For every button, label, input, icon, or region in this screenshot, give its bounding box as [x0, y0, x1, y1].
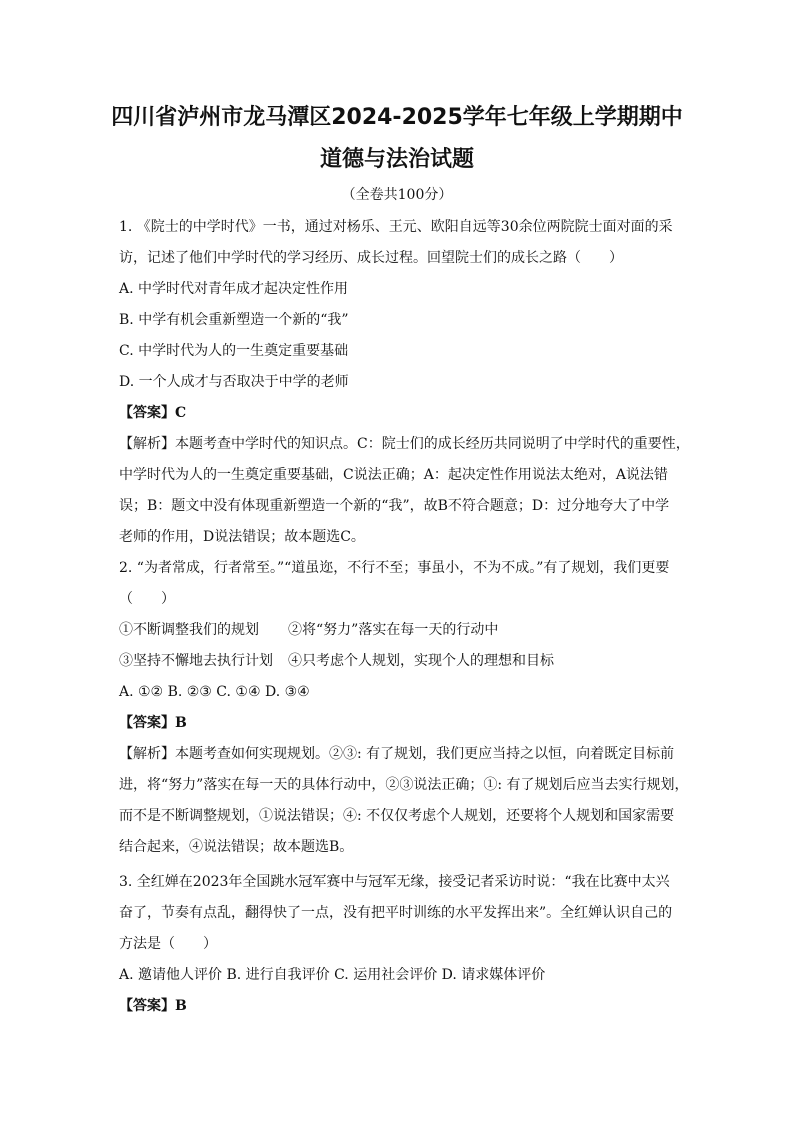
q1-option-a: A. 中学时代对青年成才起决定性作用: [119, 281, 349, 297]
q2-analysis-line2: 进，将“努力”落实在每一天的具体行动中，②③说法正确；①: 有了规划后应当去实行规划，: [119, 777, 689, 793]
q1-stem-line1: 1. 《院士的中学时代》一书，通过对杨乐、王元、欧阳自远等30余位两院院士面对面的采: [119, 219, 673, 235]
q2-item-3: ③坚持不懈地去执行计划: [119, 653, 273, 669]
q1-option-c: C. 中学时代为人的一生奠定重要基础: [119, 343, 349, 359]
q2-stem-line1: 2. “为者常成，行者常至。”“道虽迩，不行不至；事虽小，不为不成。”有了规划，我们更要: [119, 560, 670, 576]
q1-analysis-line2: 中学时代为人的一生奠定重要基础，C说法正确；A：起决定性作用说法太绝对，A说法错: [119, 467, 668, 483]
q3-stem-line3: 方法是（ ）: [119, 936, 217, 952]
q2-answer: 【答案】B: [119, 715, 187, 731]
q3-options: A. 邀请他人评价 B. 进行自我评价 C. 运用社会评价 D. 请求媒体评价: [119, 967, 546, 983]
q3-stem-line1: 3. 全红婵在2023年全国跳水冠军赛中与冠军无缘，接受记者采访时说：“我在比赛中太兴: [119, 874, 670, 890]
q3-stem-line2: 奋了，节奏有点乱，翻得快了一点，没有把平时训练的水平发挥出来”。全红婵认识自己的: [119, 905, 673, 921]
q1-stem-line2: 访，记述了他们中学时代的学习经历、成长过程。回望院士们的成长之路（ ）: [119, 250, 623, 266]
q2-item-1: ①不断调整我们的规划: [119, 622, 259, 638]
q1-option-d: D. 一个人成才与否取决于中学的老师: [119, 374, 349, 390]
q1-answer: 【答案】C: [119, 405, 187, 421]
q2-analysis-line4: 结合起来，④说法错误；故本题选B。: [119, 839, 354, 855]
q2-stem-line2: （ ）: [119, 591, 175, 607]
q2-analysis-line1: 【解析】本题考查如何实现规划。②③: 有了规划，我们更应当持之以恒，向着既定目标前: [119, 746, 675, 762]
q2-item-4: ④只考虑个人规划，实现个人的理想和目标: [288, 653, 554, 669]
q2-options: A. ①② B. ②③ C. ①④ D. ③④: [119, 684, 310, 700]
q1-option-b: B. 中学有机会重新塑造一个新的“我”: [119, 312, 349, 328]
q1-analysis-line3: 误；B：题文中没有体现重新塑造一个新的“我”，故B不符合题意；D：过分地夸大了中学: [119, 498, 670, 514]
q2-item-2: ②将“努力”落实在每一天的行动中: [288, 622, 499, 638]
exam-title-line2: 道德与法治试题: [319, 147, 474, 172]
exam-title-line1: 四川省泸州市龙马潭区2024-2025学年七年级上学期期中: [111, 105, 683, 130]
q1-analysis-line4: 老师的作用，D说法错误；故本题选C。: [119, 529, 365, 545]
exam-subtitle: （全卷共100分）: [341, 187, 453, 203]
q1-analysis-line1: 【解析】本题考查中学时代的知识点。C：院士们的成长经历共同说明了中学时代的重要性，: [119, 436, 690, 452]
q3-answer: 【答案】B: [119, 998, 187, 1014]
q2-analysis-line3: 而不是不断调整规划，①说法错误；④: 不仅仅考虑个人规划，还要将个人规划和国家需要: [119, 808, 675, 824]
